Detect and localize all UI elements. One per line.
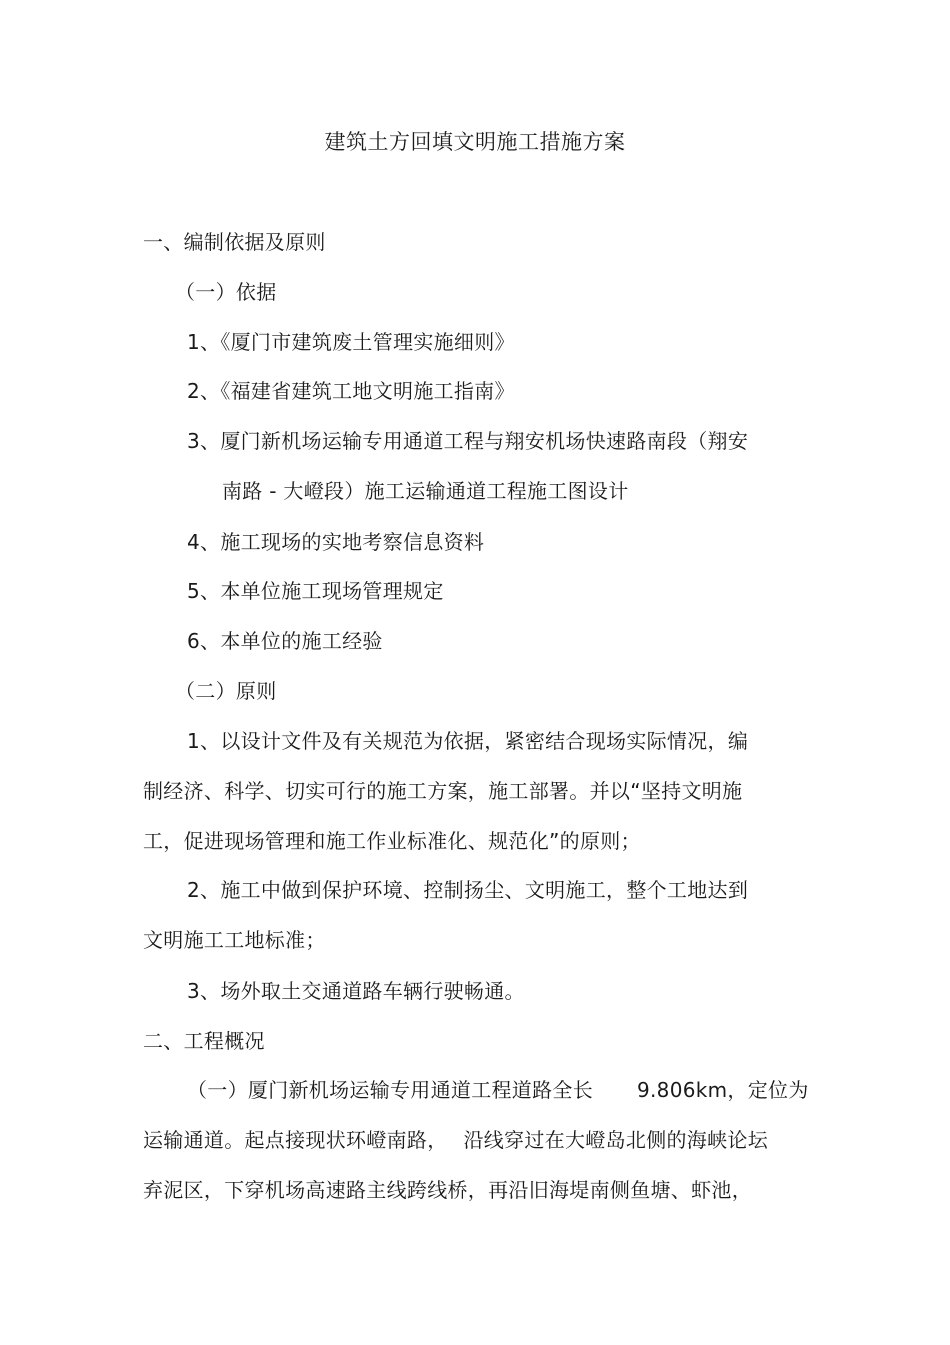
principle-3: 3、场外取土交通道路车辆行驶畅通。	[187, 979, 525, 1003]
basis-item-4: 4、施工现场的实地考察信息资料	[187, 530, 485, 554]
basis-item-6: 6、本单位的施工经验	[187, 629, 383, 653]
principle-2-line-2: 文明施工工地标准；	[143, 928, 326, 952]
overview-line-2	[143, 1125, 768, 1155]
basis-item-3-cont: 南路 - 大嶝段）施工运输通道工程施工图设计	[222, 479, 629, 503]
document-title: 建筑土方回填文明施工措施方案	[324, 130, 626, 154]
section-heading-2: 二、工程概况	[143, 1029, 265, 1053]
basis-item-5: 5、本单位施工现场管理规定	[187, 579, 444, 603]
subsection-basis: （一）依据	[175, 280, 277, 304]
overview-line-2-part2: 沿线穿过在大嶝岛北侧的海峡论坛	[463, 1128, 768, 1152]
subsection-principles: （二）原则	[175, 679, 277, 703]
overview-line-3: 弃泥区，下穿机场高速路主线跨线桥，再沿旧海堤南侧鱼塘、虾池，	[143, 1178, 752, 1202]
basis-item-1: 1、《厦门市建筑废土管理实施细则》	[187, 330, 515, 354]
overview-line-1-part2: 9.806km，定位为	[637, 1078, 809, 1102]
overview-line-1-part1: （一）厦门新机场运输专用通道工程道路全长	[187, 1078, 593, 1102]
overview-line-2-part1: 运输通道。起点接现状环嶝南路，	[143, 1128, 448, 1152]
principle-1-line-3: 工，促进现场管理和施工作业标准化、规范化”的原则；	[143, 829, 641, 853]
principle-1-line-1: 1、以设计文件及有关规范为依据，紧密结合现场实际情况，编	[187, 729, 749, 753]
overview-line-1	[187, 1075, 809, 1105]
basis-item-3: 3、厦门新机场运输专用通道工程与翔安机场快速路南段（翔安	[187, 429, 749, 453]
basis-item-2: 2、《福建省建筑工地文明施工指南》	[187, 379, 515, 403]
principle-1-line-2: 制经济、科学、切实可行的施工方案，施工部署。并以“坚持文明施	[143, 779, 743, 803]
section-heading-1: 一、编制依据及原则	[143, 230, 326, 254]
principle-2-line-1: 2、施工中做到保护环境、控制扬尘、文明施工，整个工地达到	[187, 878, 749, 902]
